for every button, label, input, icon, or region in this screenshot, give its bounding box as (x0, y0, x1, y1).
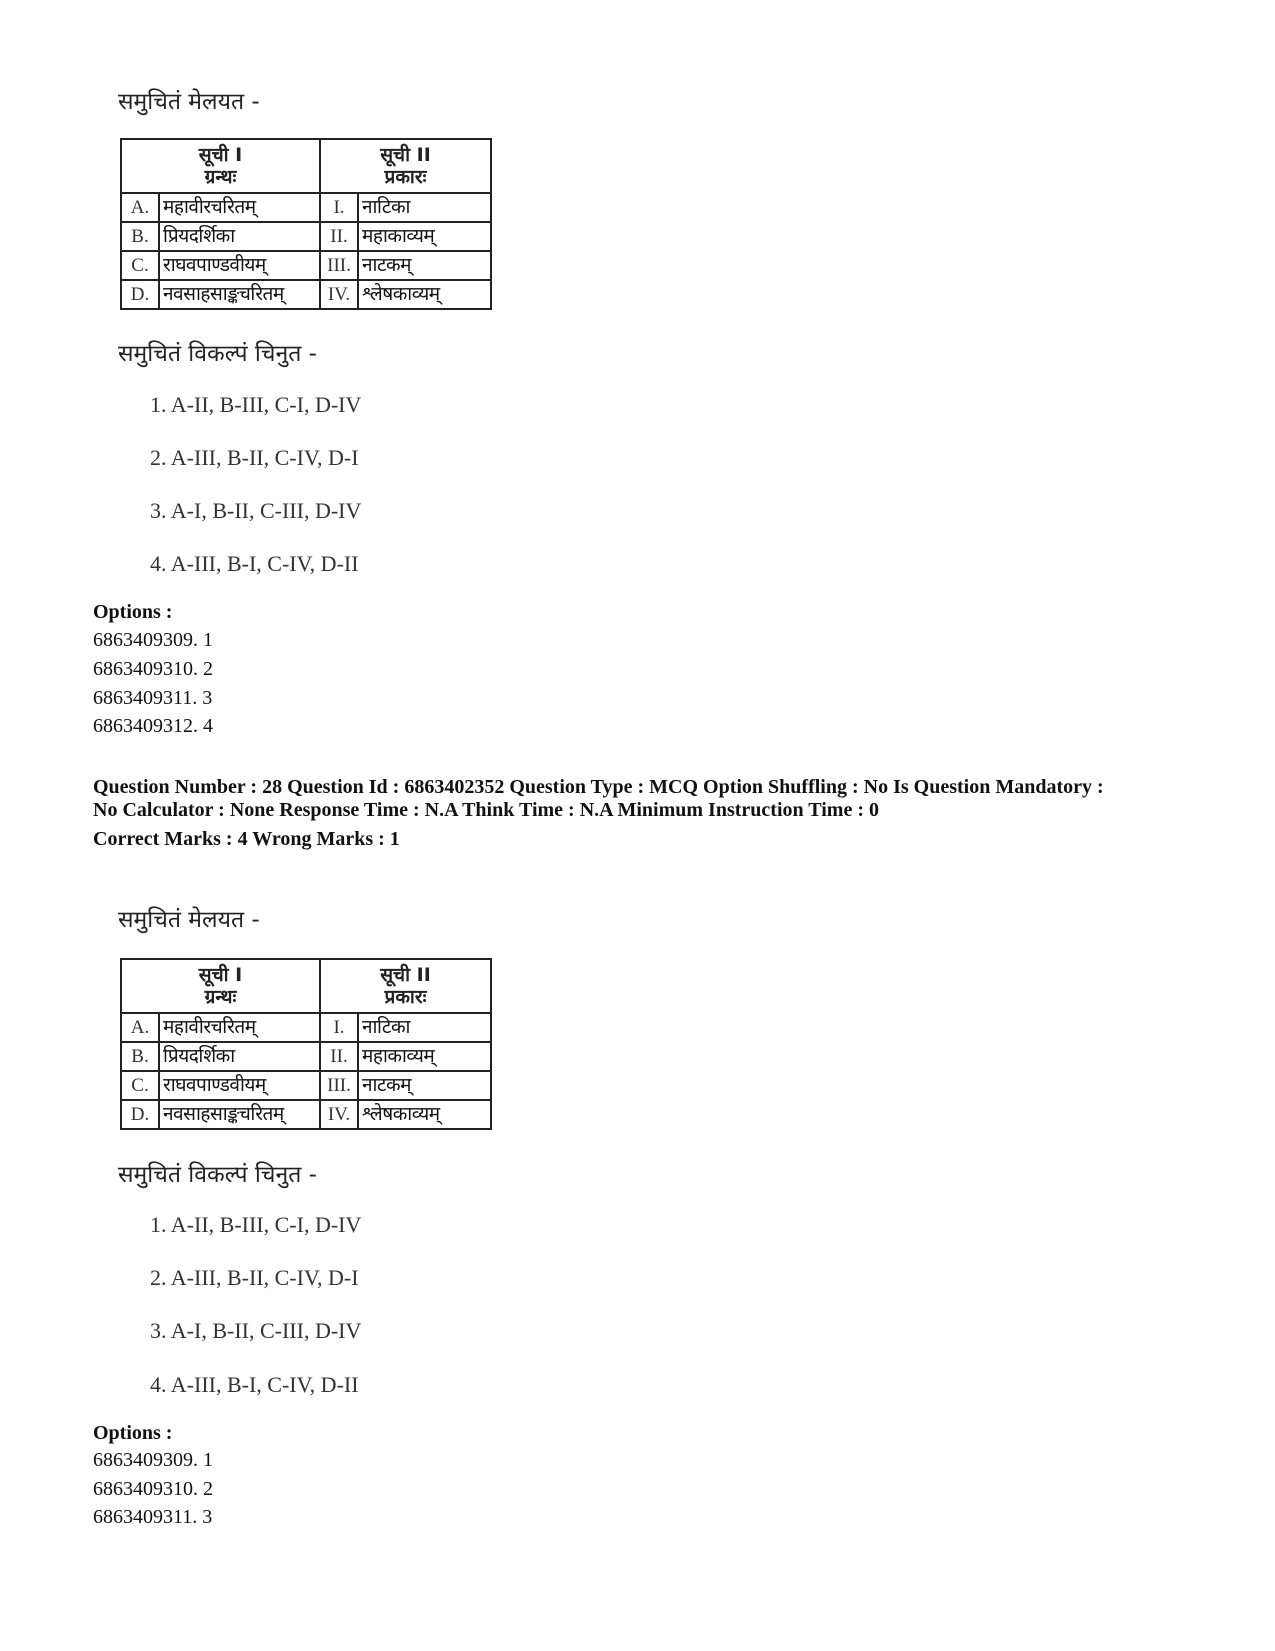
match-table (120, 958, 492, 1130)
option-line-2: 6863409310. 2 (93, 658, 213, 680)
option-line-2: 6863409310. 2 (93, 1478, 213, 1500)
match-heading: समुचितं मेलयत - (118, 907, 260, 933)
list1-header (121, 139, 320, 193)
list2-subtitle: प्रकारः (384, 166, 427, 188)
row-label: A. (121, 193, 159, 222)
row-label: IV. (320, 280, 358, 309)
table-row (121, 222, 491, 251)
table-row (121, 251, 491, 280)
list1-item: महावीरचरितम् (159, 1013, 320, 1042)
row-label: I. (320, 1013, 358, 1042)
list2-title: सूची II (380, 964, 431, 986)
list2-header (320, 959, 491, 1013)
options-label: Options : (93, 601, 173, 623)
list1-item: नवसाहसाङ्कचरितम् (159, 1100, 320, 1129)
choice-3: 3. A-I, B-II, C-III, D-IV (150, 498, 362, 523)
list1-title: सूची I (198, 964, 243, 986)
row-label: B. (121, 1042, 159, 1071)
choice-1: 1. A-II, B-III, C-I, D-IV (150, 392, 362, 417)
list1-item: प्रियदर्शिका (159, 222, 320, 251)
list2-item: नाटिका (358, 1013, 491, 1042)
row-label: III. (320, 1071, 358, 1100)
choice-2: 2. A-III, B-II, C-IV, D-I (150, 1265, 359, 1290)
table-row (121, 193, 491, 222)
list1-item: महावीरचरितम् (159, 193, 320, 222)
list1-subtitle: ग्रन्थः (204, 986, 237, 1008)
choice-4: 4. A-III, B-I, C-IV, D-II (150, 551, 359, 576)
question-meta-line-2: No Calculator : None Response Time : N.A Think Time : N.A Minimum Instruction Time : 0 (93, 799, 879, 821)
row-label: D. (121, 280, 159, 309)
list1-subtitle: ग्रन्थः (204, 166, 237, 188)
choice-4: 4. A-III, B-I, C-IV, D-II (150, 1372, 359, 1397)
table-row (121, 1100, 491, 1129)
option-line-1: 6863409309. 1 (93, 1449, 213, 1471)
list2-item: महाकाव्यम् (358, 1042, 491, 1071)
options-label: Options : (93, 1422, 173, 1444)
option-line-4: 6863409312. 4 (93, 715, 213, 737)
choose-heading: समुचितं विकल्पं चिनुत - (118, 1162, 317, 1188)
marks-line: Correct Marks : 4 Wrong Marks : 1 (93, 828, 400, 850)
list2-item: श्लेषकाव्यम् (358, 280, 491, 309)
list1-title: सूची I (198, 144, 243, 166)
row-label: II. (320, 222, 358, 251)
choice-2: 2. A-III, B-II, C-IV, D-I (150, 445, 359, 470)
list1-item: प्रियदर्शिका (159, 1042, 320, 1071)
list1-item: राघवपाण्डवीयम् (159, 251, 320, 280)
row-label: C. (121, 251, 159, 280)
row-label: D. (121, 1100, 159, 1129)
row-label: C. (121, 1071, 159, 1100)
option-line-3: 6863409311. 3 (93, 687, 213, 709)
list2-item: नाटकम् (358, 1071, 491, 1100)
list2-item: महाकाव्यम् (358, 222, 491, 251)
table-row (121, 1071, 491, 1100)
list1-item: राघवपाण्डवीयम् (159, 1071, 320, 1100)
row-label: B. (121, 222, 159, 251)
choice-3: 3. A-I, B-II, C-III, D-IV (150, 1318, 362, 1343)
choose-heading: समुचितं विकल्पं चिनुत - (118, 341, 317, 367)
table-row (121, 1013, 491, 1042)
row-label: II. (320, 1042, 358, 1071)
list2-item: नाटकम् (358, 251, 491, 280)
list1-item: नवसाहसाङ्कचरितम् (159, 280, 320, 309)
table-row (121, 280, 491, 309)
table-row (121, 1042, 491, 1071)
list2-subtitle: प्रकारः (384, 986, 427, 1008)
table-header-row (121, 959, 491, 1013)
list2-item: श्लेषकाव्यम् (358, 1100, 491, 1129)
option-line-3: 6863409311. 3 (93, 1506, 213, 1528)
match-heading: समुचितं मेलयत - (118, 89, 260, 115)
list2-item: नाटिका (358, 193, 491, 222)
list2-header (320, 139, 491, 193)
question-meta-line-1: Question Number : 28 Question Id : 6863402352 Question Type : MCQ Option Shuffling : No Is Question Mandatory : (93, 776, 1104, 798)
table-header-row (121, 139, 491, 193)
row-label: I. (320, 193, 358, 222)
row-label: A. (121, 1013, 159, 1042)
list1-header (121, 959, 320, 1013)
list2-title: सूची II (380, 144, 431, 166)
row-label: III. (320, 251, 358, 280)
match-table (120, 138, 492, 310)
row-label: IV. (320, 1100, 358, 1129)
choice-1: 1. A-II, B-III, C-I, D-IV (150, 1212, 362, 1237)
option-line-1: 6863409309. 1 (93, 629, 213, 651)
